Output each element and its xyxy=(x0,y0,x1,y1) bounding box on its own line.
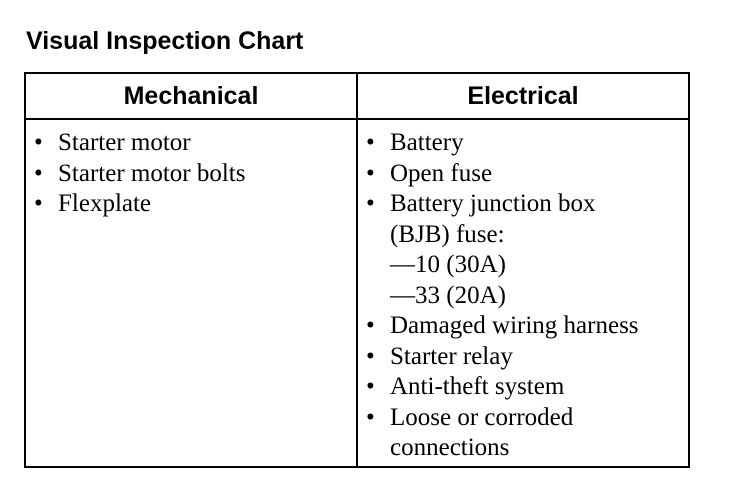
list-item-text: Damaged wiring harness xyxy=(390,312,639,339)
list-item-text: Battery xyxy=(390,129,464,156)
bullet-icon: • xyxy=(34,190,43,217)
list-item xyxy=(358,159,688,190)
table-header-row xyxy=(26,74,688,120)
list-item-text: Starter motor bolts xyxy=(58,159,246,187)
sub-item xyxy=(390,281,688,312)
list-item xyxy=(26,189,356,220)
bullet-icon: • xyxy=(366,312,375,339)
dash-icon: — xyxy=(390,281,415,309)
sub-item xyxy=(390,250,688,281)
electrical-list xyxy=(358,128,688,464)
table-body-row xyxy=(26,120,688,466)
bullet-icon: • xyxy=(34,159,43,187)
list-item xyxy=(358,189,688,311)
bullet-icon: • xyxy=(366,159,375,187)
list-item xyxy=(358,403,688,464)
list-item xyxy=(358,372,688,403)
list-item-text: Anti-theft system xyxy=(390,373,565,400)
bullet-icon: • xyxy=(366,403,375,431)
mechanical-cell xyxy=(26,120,358,466)
list-item-text: Starter relay xyxy=(390,342,513,370)
header-mechanical: Mechanical xyxy=(26,74,358,118)
list-item-text: Loose or corroded xyxy=(390,403,574,431)
chart-title: Visual Inspection Chart xyxy=(26,27,304,55)
list-item-text: Starter motor xyxy=(58,129,191,156)
list-item xyxy=(26,159,356,190)
list-item-text-cont: connections xyxy=(390,434,510,461)
bullet-icon: • xyxy=(366,342,375,370)
bullet-icon: • xyxy=(366,190,375,217)
list-item-text-cont: (BJB) fuse: xyxy=(390,220,505,248)
bullet-icon: • xyxy=(366,129,375,156)
header-electrical: Electrical xyxy=(467,81,579,110)
list-item-text: Flexplate xyxy=(58,190,152,217)
list-item xyxy=(358,342,688,373)
list-item-text: Open fuse xyxy=(390,159,493,187)
bullet-icon: • xyxy=(34,129,43,156)
list-item xyxy=(358,128,688,159)
list-item xyxy=(358,311,688,342)
mechanical-list xyxy=(26,128,356,220)
bullet-icon: • xyxy=(366,373,375,400)
electrical-cell xyxy=(358,120,688,466)
dash-icon: — xyxy=(390,251,415,278)
sub-item-text: 33 (20A) xyxy=(415,281,506,309)
sub-item-text: 10 (30A) xyxy=(415,251,506,278)
list-item xyxy=(26,128,356,159)
list-item-text: Battery junction box xyxy=(390,190,596,217)
inspection-table xyxy=(24,72,690,468)
